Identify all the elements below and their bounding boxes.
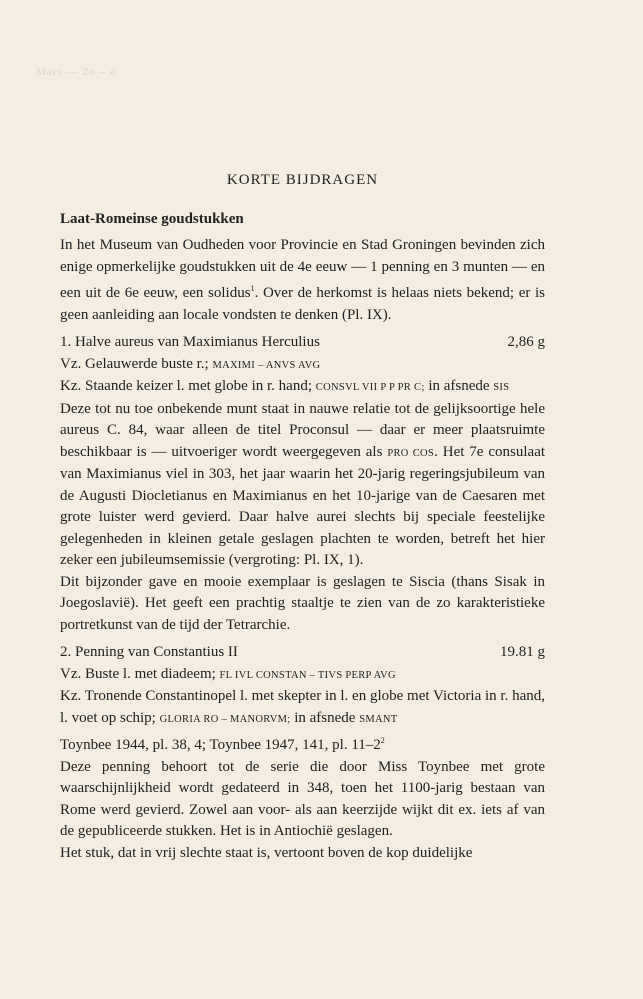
- footnote-marker: 2: [380, 736, 385, 745]
- footnote-marker: 1: [250, 284, 255, 293]
- item-2-reverse: Kz. Tronende Constantinopel l. met skepter in l. en globe met Victoria in r. hand, l. voet op schip; GLORIA RO – MANORVM; in afsnede SMANT: [60, 688, 545, 726]
- reverse-legend: GLORIA RO – MANORVM;: [159, 713, 291, 725]
- item-1-weight: 2,86 g: [507, 334, 545, 350]
- mint-mark: SMANT: [359, 713, 398, 725]
- obverse-legend: FL IVL CONSTAN – TIVS PERP AVG: [219, 669, 396, 681]
- item-1-reverse: Kz. Staande keizer l. met globe in r. hand; CONSVL VII P P PR C; in afsnede SIS: [60, 378, 510, 394]
- item-2-weight: 19.81 g: [500, 644, 545, 660]
- obverse-legend: MAXIMI – ANVS AVG: [212, 359, 321, 371]
- item-2-obverse: Vz. Buste l. met diadeem; FL IVL CONSTAN – TIVS PERP AVG: [60, 665, 396, 682]
- item-1-description-2: Dit bijzonder gave en mooie exemplaar is geslagen te Siscia (thans Sisak in Joegoslavië). Het geeft een prachtig staaltje te zien van de zo karakteristieke portretkunst van de tijd der Tetrarchie.: [60, 573, 545, 633]
- reverse-legend: CONSVL VII P P PR C;: [315, 382, 425, 393]
- item-2-reference: Toynbee 1944, pl. 38, 4; Toynbee 1947, 141, pl. $11-2^2$: [60, 736, 385, 753]
- intro-paragraph: In het Museum van Oudheden voor Provincie en Stad Groningen bevinden zich enige opmerkelijke goudstukken uit de 4e eeuw — 1 penning en 3 munten — en een uit de 6e eeuw, een solidus$^1$. Over de herkomst is helaas niets bekend; er is geen aanleiding aan locale vondsten te denken (Pl. IX).: [60, 237, 545, 323]
- item-2-title: 2. Penning van Constantius II: [60, 644, 238, 660]
- mint-mark: SIS: [493, 382, 510, 393]
- page-content: [60, 172, 545, 864]
- section-heading: KORTE BIJDRAGEN: [226, 172, 379, 188]
- item-1-title: 1. Halve aureus van Maximianus Herculius: [60, 334, 320, 350]
- item-2-header: [60, 642, 545, 664]
- article-title: Laat-Romeinse goudstukken: [60, 211, 244, 227]
- bleed-through-text: Mars — Zo – e: [36, 66, 117, 78]
- item-1-description: Deze tot nu toe onbekende munt staat in nauwe relatie tot de gelijksoortige hele aureus C. 84, waar alleen de titel Proconsul — daar er meer plaatsruimte beschikbaar is — uitvoeriger wordt weergegeven als PRO COS. Het 7e consulaat van Maximianus viel in 303, het jaar waarin het 20-jarig regeringsjubileum van de Augusti Diocletianus en Maximianus en het 10-jarige van de Caesaren met grote luister werd gevierd. Daar halve aurei slechts bij speciale feestelijke gelegenheden in kleinen getale geslagen plachten te worden, betreft het hier zeker een jubileumsemissie (vergroting: Pl. IX, 1).: [60, 400, 546, 568]
- item-1-obverse: Vz. Gelauwerde buste r.; MAXIMI – ANVS AVG: [60, 355, 321, 372]
- item-2-description-2: Het stuk, dat in vrij slechte staat is, vertoont boven de kop duidelijke: [60, 844, 473, 861]
- item-2-description: Deze penning behoort tot de serie die door Miss Toynbee met grote waarschijnlijkheid wordt gedateerd in 348, toen het 1100-jarig bestaan van Rome werd gevierd. Zowel aan voor- als aan keerzijde wijkt dit ex. iets af van de gepubliceerde stukken. Het is in Antiochië geslagen.: [60, 758, 545, 839]
- bleed-through-dots: · · · · · · ·: [36, 108, 92, 120]
- item-1-header: [60, 332, 545, 354]
